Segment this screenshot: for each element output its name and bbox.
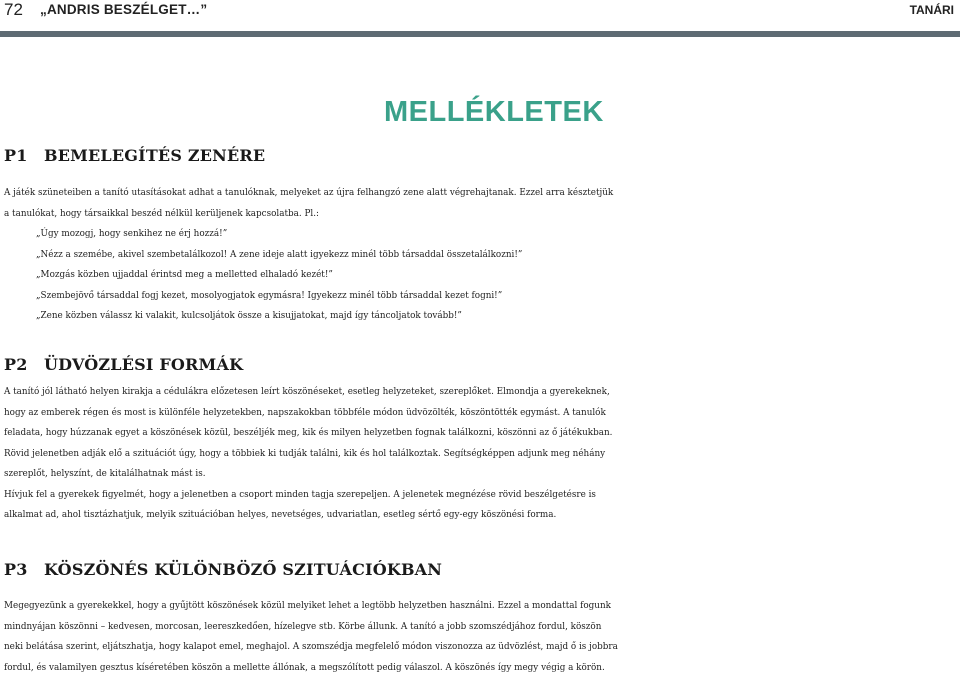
quote-line: „Mozgás közben ujjaddal érintsd meg a melletted elhaladó kezét!” [4,265,960,286]
header-rule [0,31,960,37]
quote-line: „Szembejövő társaddal fogj kezet, mosolyogjatok egymásra! Igyekezz minél több társaddal kezet fogni!” [4,286,960,307]
body-line: A tanító jól látható helyen kirakja a cédulákra előzetesen leírt köszönéseket, esetleg helyzeteket, szereplőket. Elmondja a gyerekeknek, [4,382,960,403]
section-body-p3 [4,596,960,678]
body-line: A játék szüneteiben a tanító utasításokat adhat a tanulóknak, melyeket az újra felhangzó zene alatt végrehajtanak. Ezzel arra késztetjük [4,183,960,204]
section-heading-p2 [4,355,243,374]
running-section-label: TANÁRI [910,3,954,17]
body-line: mindnyájan köszönni – kedvesen, morcosan, leereszkedően, hízelegve stb. Körbe állunk. A tanító a jobb szomszédjához fordul, köszön [4,617,960,638]
quote-line: „Zene közben válassz ki valakit, kulcsoljátok össze a kisujjatokat, majd így táncoljatok tovább!” [4,306,960,327]
section-code: P3 [4,560,44,579]
section-body-p2 [4,382,960,526]
page-number: 72 [4,0,23,20]
page-title: MELLÉKLETEK [384,96,604,129]
section-code: P2 [4,355,44,374]
page-header [0,0,960,30]
section-title: KÖSZÖNÉS KÜLÖNBÖZŐ SZITUÁCIÓKBAN [44,560,442,579]
section-heading-p1 [4,146,265,165]
body-line: Rövid jelenetben adják elő a szituációt úgy, hogy a többiek ki tudják találni, kik és hol találkoztak. Segítségképpen adjunk meg néhány [4,444,960,465]
section-title: BEMELEGÍTÉS ZENÉRE [44,146,265,165]
body-line: fordul, és valamilyen gesztus kíséretében köszön a mellette állónak, a megszólított pedig válaszol. A köszönés így megy végig a körön. [4,658,960,678]
body-line: Hívjuk fel a gyerekek figyelmét, hogy a jelenetben a csoport minden tagja szerepeljen. A jelenetek megnézése rövid beszélgetésre is [4,485,960,506]
running-title: „ANDRIS BESZÉLGET…” [40,2,207,17]
quote-line: „Úgy mozogj, hogy senkihez ne érj hozzá!” [4,224,960,245]
body-line: hogy az emberek régen és most is különféle helyzetekben, napszakokban többféle módon üdvözölték, köszöntötték egymást. A tanulók [4,403,960,424]
body-line: szereplőt, helyszínt, de kitalálhatnak mást is. [4,464,960,485]
body-line: feladata, hogy húzzanak egyet a köszönések közül, beszéljék meg, kik és milyen helyzetben fognak találkozni, köszönni az ő játékukban. [4,423,960,444]
body-line: neki belátása szerint, eljátszhatja, hogy kalapot emel, meghajol. A szomszédja megfelelő módon viszonozza az üdvözlést, majd ő is jobbra [4,637,960,658]
section-title: ÜDVÖZLÉSI FORMÁK [44,355,243,374]
section-code: P1 [4,146,44,165]
section-body-p1 [4,183,960,327]
body-line: a tanulókat, hogy társaikkal beszéd nélkül kerüljenek kapcsolatba. Pl.: [4,204,960,225]
quote-line: „Nézz a szemébe, akivel szembetalálkozol! A zene ideje alatt igyekezz minél több társaddal összetalálkozni!” [4,245,960,266]
body-line: alkalmat ad, ahol tisztázhatjuk, melyik szituációban helyes, nevetséges, udvariatlan, esetleg sértő egy-egy köszönési forma. [4,505,960,526]
section-heading-p3 [4,560,442,579]
body-line: Megegyezünk a gyerekekkel, hogy a gyűjtött köszönések közül melyiket lehet a legtöbb helyzetben használni. Ezzel a mondattal fogunk [4,596,960,617]
